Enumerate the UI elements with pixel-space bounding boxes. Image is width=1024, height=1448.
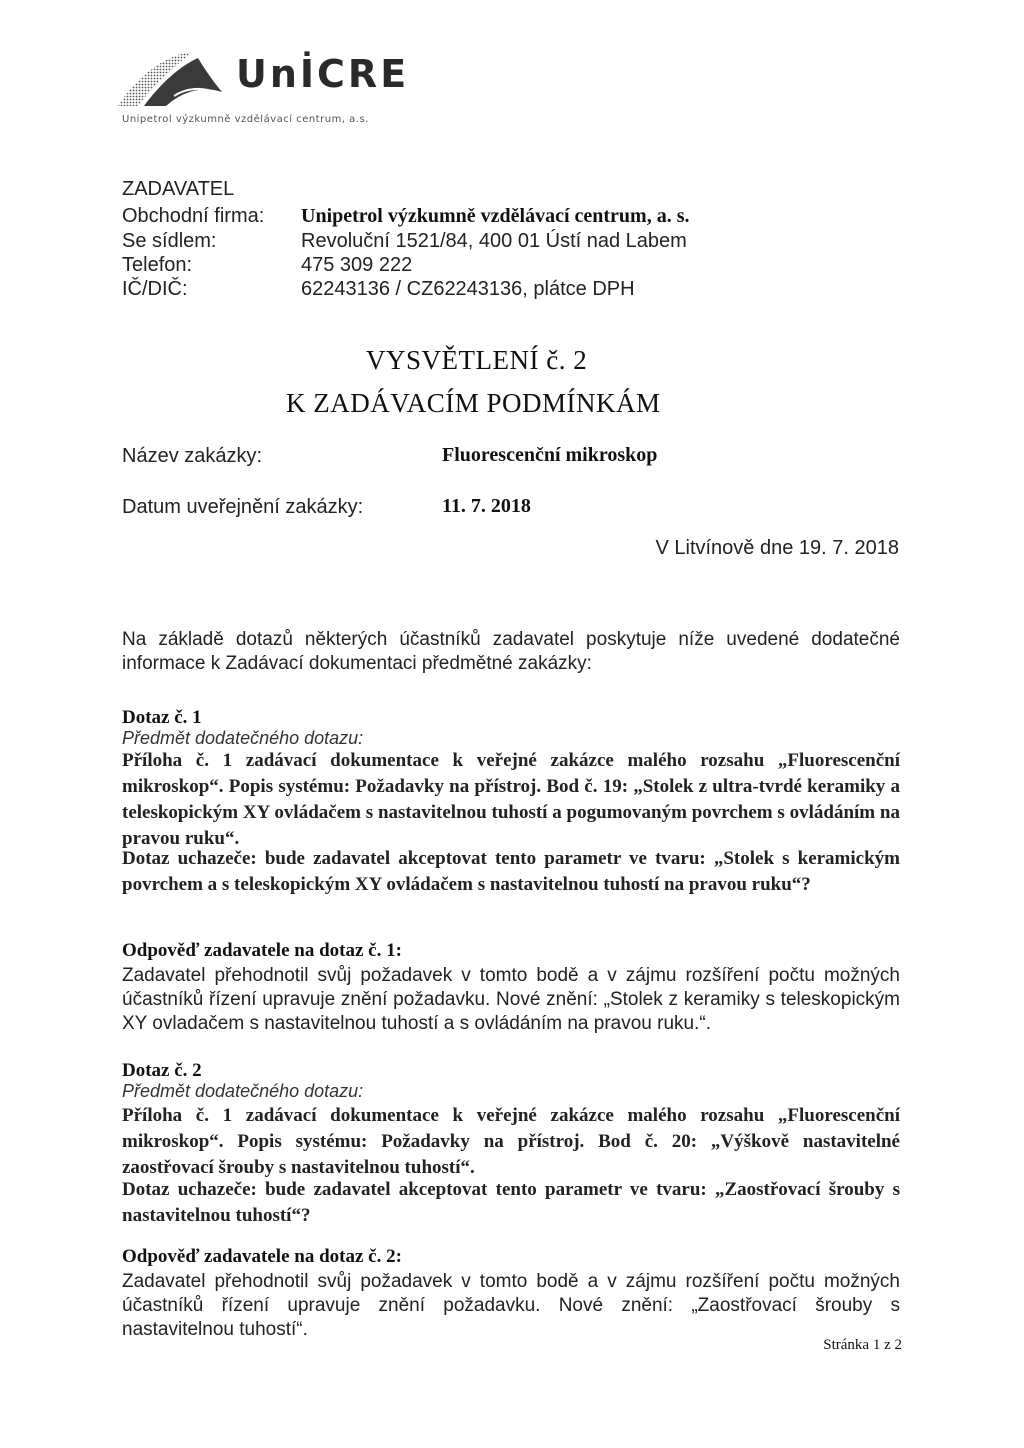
answer-1-label: Odpověď zadavatele na dotaz č. 1: bbox=[122, 940, 402, 961]
value-ic-dic: 62243136 / CZ62243136, plátce DPH bbox=[301, 278, 635, 300]
value-obchodni-firma: Unipetrol výzkumně vzdělávací centrum, a. s. bbox=[301, 205, 690, 227]
question-1-heading: Dotaz č. 1 bbox=[122, 707, 202, 728]
label-ic-dic: IČ/DIČ: bbox=[122, 278, 188, 300]
question-2-text: Dotaz uchazeče: bude zadavatel akceptovat tento parametr ve tvaru: „Zaostřovací šrouby s nastavitelnou tuhostí“? bbox=[122, 1179, 900, 1226]
page-number: Stránka 1 z 2 bbox=[823, 1337, 902, 1353]
question-2-subject: Příloha č. 1 zadávací dokumentace k veřejné zakázce malého rozsahu „Fluorescenční mikroskop“. Popis systému: Požadavky na přístroj. Bod č. 20: „Výškově nastavitelné zaostřovací šrouby s nastavitelnou tuhostí“. bbox=[122, 1105, 900, 1178]
label-obchodni-firma: Obchodní firma: bbox=[122, 205, 265, 227]
question-1-subject: Příloha č. 1 zadávací dokumentace k veřejné zakázce malého rozsahu „Fluorescenční mikroskop“. Popis systému: Požadavky na přístroj. Bod č. 19: „Stolek z ultra-tvrdé keramiky a teleskopickým XY ovládačem s nastavitelnou tuhostí a pogumovaným povrchem s ovládáním na pravou ruku“. bbox=[122, 750, 900, 849]
intro-paragraph: Na základě dotazů některých účastníků zadavatel poskytuje níže uvedené dodatečné informace k Zadávací dokumentaci předmětné zakázky: bbox=[122, 629, 900, 674]
logo-wordmark: UnİCRE bbox=[236, 52, 410, 96]
label-telefon: Telefon: bbox=[122, 254, 193, 276]
answer-2-text: Zadavatel přehodnotil svůj požadavek v tomto bodě a v zájmu rozšíření počtu možných účastníků řízení upravuje znění požadavku. Nové znění: „Zaostřovací šrouby s nastavitelnou tuhostí“. bbox=[122, 1271, 900, 1340]
value-nazev-zakazky: Fluorescenční mikroskop bbox=[442, 444, 658, 466]
zadavatel-heading: ZADAVATEL bbox=[122, 178, 235, 200]
question-1-text: Dotaz uchazeče: bude zadavatel akceptovat tento parametr ve tvaru: „Stolek s keramickým povrchem a s teleskopickým XY ovládačem s nastavitelnou tuhostí na pravou ruku“? bbox=[122, 848, 900, 895]
question-2-subject-label: Předmět dodatečného dotazu: bbox=[122, 1081, 364, 1101]
question-1-subject-label: Předmět dodatečného dotazu: bbox=[122, 728, 364, 748]
label-nazev-zakazky: Název zakázky: bbox=[122, 445, 263, 467]
value-sidlo: Revoluční 1521/84, 400 01 Ústí nad Labem bbox=[301, 230, 687, 252]
document-title-line1: VYSVĚTLENÍ č. 2 bbox=[366, 345, 588, 375]
place-and-date: V Litvínově dne 19. 7. 2018 bbox=[655, 537, 899, 559]
value-telefon: 475 309 222 bbox=[301, 254, 413, 276]
value-datum-uverejneni: 11. 7. 2018 bbox=[442, 495, 531, 517]
unicre-logo-icon bbox=[114, 50, 226, 108]
logo-subtitle: Unipetrol výzkumně vzdělávací centrum, a.s. bbox=[122, 114, 369, 125]
label-datum-uverejneni: Datum uveřejnění zakázky: bbox=[122, 496, 364, 518]
question-2-heading: Dotaz č. 2 bbox=[122, 1060, 202, 1081]
answer-1-text: Zadavatel přehodnotil svůj požadavek v tomto bodě a v zájmu rozšíření počtu možných účastníků řízení upravuje znění požadavku. Nové znění: „Stolek z keramiky s teleskopickým XY ovladačem s nastavitelnou tuhostí a s ovládáním na pravou ruku.“. bbox=[122, 965, 900, 1034]
answer-2-label: Odpověď zadavatele na dotaz č. 2: bbox=[122, 1246, 402, 1267]
label-sidlo: Se sídlem: bbox=[122, 230, 217, 252]
document-title-line2: K ZADÁVACÍM PODMÍNKÁM bbox=[286, 388, 661, 418]
